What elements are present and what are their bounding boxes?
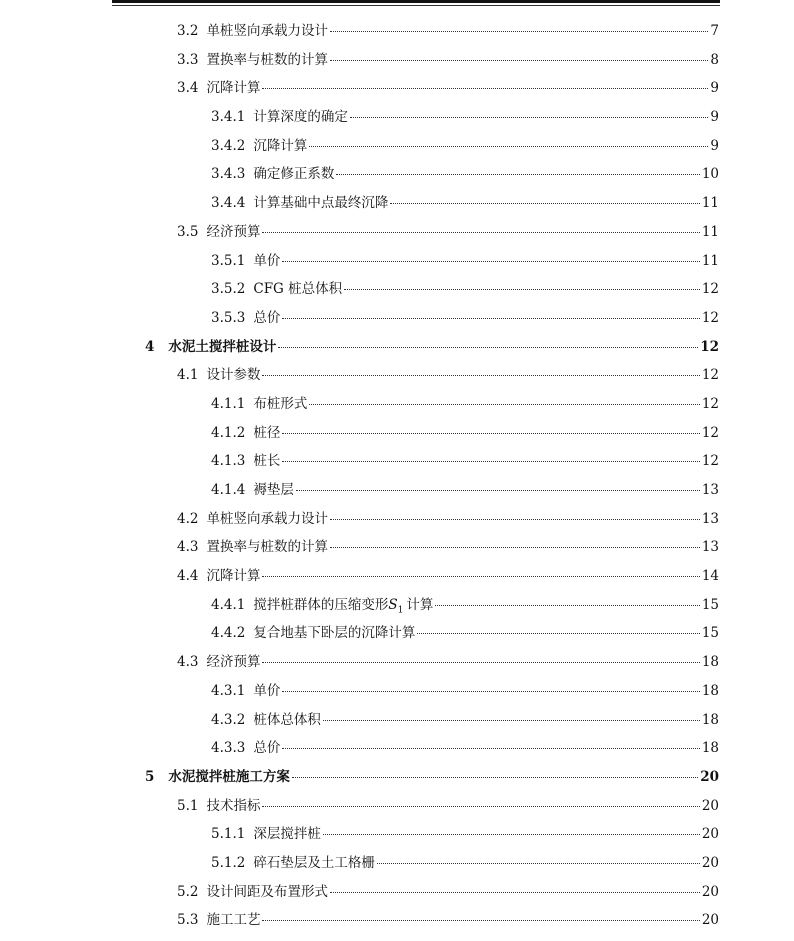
dot-leader	[350, 116, 709, 118]
toc-entry[interactable]	[0, 19, 794, 48]
toc-entry-number: 4.1.3	[211, 453, 246, 470]
toc-entry[interactable]	[0, 48, 794, 77]
dot-leader	[330, 59, 708, 61]
toc-entry-title: 深层搅拌桩	[253, 826, 321, 843]
dot-leader	[262, 575, 699, 577]
toc-entry-title: 布桩形式	[253, 395, 308, 412]
dot-leader	[262, 805, 699, 807]
toc-entry-title: 设计间距及布置形式	[206, 883, 328, 900]
toc-entry-title: 确定修正系数	[253, 166, 335, 183]
toc-entry[interactable]	[0, 449, 794, 478]
toc-entry-page: 20	[701, 912, 719, 929]
dot-leader	[435, 604, 699, 606]
toc-entry-number: 4.4.1	[211, 596, 246, 613]
toc-entry-title: 总价	[253, 740, 281, 757]
toc-entry-title: 水泥土搅拌桩设计	[168, 338, 277, 355]
dot-leader	[336, 173, 699, 175]
toc-entry-page: 9	[710, 80, 719, 97]
toc-entry-title: 计算深度的确定	[253, 109, 348, 126]
toc-entry-number: 4.2	[177, 510, 199, 527]
toc-entry-page: 13	[701, 510, 719, 527]
toc-entry[interactable]	[0, 736, 794, 765]
toc-entry-title: 单桩竖向承载力设计	[206, 23, 328, 39]
toc-entry-title: 沉降计算	[206, 80, 261, 97]
dot-leader	[292, 776, 698, 778]
toc-entry-page: 9	[710, 137, 719, 154]
toc-entry-number: 3.4.1	[211, 109, 246, 126]
dot-leader	[330, 518, 700, 520]
toc-entry-number: 4.4	[177, 568, 199, 585]
toc-entry-number: 3.4.4	[211, 195, 246, 212]
toc-entry-number: 3.5.3	[211, 309, 246, 326]
toc-entry-title: 碎石垫层及土工格栅	[253, 854, 375, 871]
toc-entry-number: 4.3.2	[211, 711, 246, 728]
table-of-contents	[0, 19, 794, 937]
toc-entry-number: 3.4.3	[211, 166, 246, 183]
math-subscript: 1	[397, 605, 404, 616]
toc-entry[interactable]	[0, 822, 794, 851]
toc-entry-page: 15	[701, 596, 719, 613]
toc-entry-title: 水泥搅拌桩施工方案	[168, 768, 290, 785]
toc-entry-number: 5.1.1	[211, 826, 246, 843]
toc-entry[interactable]	[0, 880, 794, 909]
toc-entry-number: 3.3	[177, 51, 199, 68]
toc-entry-page: 20	[701, 883, 719, 900]
toc-entry-page: 18	[701, 740, 719, 757]
toc-entry-number: 3.5	[177, 223, 199, 240]
toc-entry[interactable]	[0, 392, 794, 421]
dot-leader	[262, 919, 699, 921]
toc-entry-page: 7	[710, 23, 719, 39]
toc-entry-title: 设计参数	[206, 367, 261, 384]
toc-entry-title: 搅拌桩群体的压缩变形$S_1$ 计算	[253, 596, 434, 616]
toc-entry-number: 4.3.1	[211, 682, 246, 699]
toc-entry-page: 12	[701, 309, 719, 326]
toc-entry-page: 12	[701, 281, 719, 298]
dot-leader	[282, 432, 699, 434]
toc-entry-title: 施工工艺	[206, 912, 261, 929]
toc-entry-number: 3.4	[177, 80, 199, 97]
toc-entry-page: 20	[701, 826, 719, 843]
toc-entry-title: 经济预算	[206, 223, 261, 240]
toc-entry-page: 12	[701, 424, 719, 441]
toc-entry-number: 4.1.1	[211, 395, 246, 412]
dot-leader	[330, 546, 700, 548]
toc-entry[interactable]	[0, 220, 794, 249]
toc-entry-page: 18	[701, 654, 719, 671]
header-rule	[112, 0, 720, 3]
toc-entry-page: 18	[701, 711, 719, 728]
toc-entry-title: 技术指标	[206, 797, 261, 814]
toc-entry-number: 3.2	[177, 23, 199, 39]
toc-entry-page: 10	[701, 166, 719, 183]
toc-entry[interactable]	[0, 306, 794, 335]
toc-entry-number: 5.1.2	[211, 854, 246, 871]
toc-entry-number: 4	[145, 338, 155, 355]
toc-entry[interactable]	[0, 507, 794, 536]
dot-leader	[282, 690, 699, 692]
toc-entry-page: 8	[710, 51, 719, 68]
toc-entry-title: 沉降计算	[253, 137, 308, 154]
toc-entry[interactable]	[0, 621, 794, 650]
dot-leader	[262, 661, 699, 663]
toc-entry-page: 11	[701, 195, 719, 212]
dot-leader	[282, 460, 699, 462]
toc-entry-page: 12	[701, 367, 719, 384]
toc-entry-number: 3.5.1	[211, 252, 246, 269]
toc-entry-page: 11	[701, 252, 719, 269]
dot-leader	[344, 288, 700, 290]
toc-entry-number: 5	[145, 768, 155, 785]
toc-entry[interactable]	[0, 564, 794, 593]
dot-leader	[262, 87, 708, 89]
toc-entry-title: 单价	[253, 682, 281, 699]
toc-entry-number: 4.3.3	[211, 740, 246, 757]
dot-leader	[309, 403, 699, 405]
header-rule-thin	[112, 5, 720, 6]
toc-entry-page: 20	[701, 854, 719, 871]
toc-entry-page: 12	[700, 338, 719, 355]
dot-leader	[330, 891, 700, 893]
toc-entry[interactable]	[0, 277, 794, 306]
dot-leader	[390, 202, 699, 204]
dot-leader	[282, 260, 699, 262]
toc-entry-page: 15	[701, 625, 719, 642]
dot-leader	[282, 747, 699, 749]
toc-entry-number: 5.1	[177, 797, 199, 814]
toc-entry[interactable]	[0, 335, 794, 364]
toc-entry-page: 14	[701, 568, 719, 585]
toc-entry-number: 4.3	[177, 539, 199, 556]
toc-entry-page: 12	[701, 453, 719, 470]
toc-entry[interactable]	[0, 162, 794, 191]
toc-entry-number: 5.3	[177, 912, 199, 929]
dot-leader	[309, 145, 708, 147]
dot-leader	[323, 833, 700, 835]
toc-entry[interactable]	[0, 765, 794, 794]
toc-entry-title: 经济预算	[206, 654, 261, 671]
dot-leader	[323, 719, 700, 721]
toc-entry-title: 沉降计算	[206, 568, 261, 585]
toc-entry[interactable]	[0, 134, 794, 163]
math-symbol: S	[388, 596, 398, 613]
toc-entry-number: 4.3	[177, 654, 199, 671]
toc-entry[interactable]	[0, 851, 794, 880]
toc-entry-number: 4.1.4	[211, 482, 246, 498]
toc-entry-page: 13	[701, 482, 719, 498]
dot-leader	[296, 489, 700, 491]
toc-entry[interactable]	[0, 593, 794, 622]
toc-entry-number: 4.4.2	[211, 625, 246, 642]
toc-entry-title: 置换率与桩数的计算	[206, 51, 328, 68]
dot-leader	[282, 317, 699, 319]
toc-entry[interactable]	[0, 679, 794, 708]
toc-entry-title: 置换率与桩数的计算	[206, 539, 328, 556]
toc-entry[interactable]	[0, 421, 794, 450]
toc-entry-page: 11	[701, 223, 719, 240]
toc-entry-page: 13	[701, 539, 719, 556]
toc-entry[interactable]	[0, 708, 794, 737]
toc-entry-number: 4.1	[177, 367, 199, 384]
dot-leader	[262, 374, 699, 376]
toc-entry-title: 桩径	[253, 424, 281, 441]
toc-entry[interactable]	[0, 535, 794, 564]
toc-entry-title: 褥垫层	[253, 482, 294, 498]
dot-leader	[377, 862, 700, 864]
toc-entry[interactable]	[0, 908, 794, 937]
toc-entry-title: 桩长	[253, 453, 281, 470]
dot-leader	[262, 231, 699, 233]
toc-entry-title: 单桩竖向承载力设计	[206, 510, 328, 527]
toc-entry[interactable]	[0, 794, 794, 823]
toc-entry-number: 5.2	[177, 883, 199, 900]
toc-entry[interactable]	[0, 478, 794, 507]
dot-leader	[330, 30, 708, 32]
toc-entry[interactable]	[0, 76, 794, 105]
toc-entry-title: 单价	[253, 252, 281, 269]
toc-entry-page: 9	[710, 109, 719, 126]
toc-entry-title: CFG 桩总体积	[253, 281, 343, 298]
toc-entry-title: 计算基础中点最终沉降	[253, 195, 389, 212]
toc-entry-number: 3.4.2	[211, 137, 246, 154]
toc-entry-page: 12	[701, 395, 719, 412]
toc-entry[interactable]	[0, 650, 794, 679]
toc-entry-title: 复合地基下卧层的沉降计算	[253, 625, 416, 642]
toc-entry[interactable]	[0, 105, 794, 134]
dot-leader	[278, 346, 698, 348]
toc-entry-page: 20	[701, 797, 719, 814]
toc-entry-page: 20	[700, 768, 719, 785]
toc-entry-page: 18	[701, 682, 719, 699]
toc-entry-number: 4.1.2	[211, 424, 246, 441]
toc-entry-title: 桩体总体积	[253, 711, 321, 728]
toc-entry[interactable]	[0, 363, 794, 392]
toc-entry[interactable]	[0, 191, 794, 220]
toc-entry-title: 总价	[253, 309, 281, 326]
toc-entry[interactable]	[0, 249, 794, 278]
dot-leader	[417, 632, 699, 634]
toc-entry-number: 3.5.2	[211, 281, 246, 298]
